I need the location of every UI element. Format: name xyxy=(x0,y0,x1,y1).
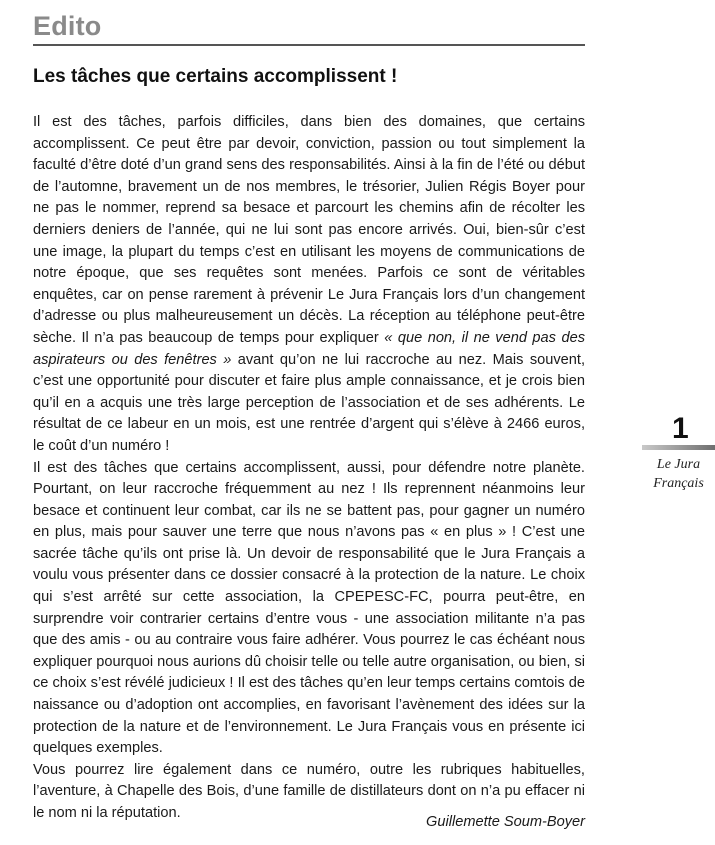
paragraph-planet: Il est des tâches que certains accomplissent, aussi, pour défendre notre planète. Pourtant, on leur raccroche fréquemment au nez ! Ils reprennent néanmoins leur besace et continuent leur combat, car ils ne se battent pas, pour gagner un numéro en plus, mais pour sauver une terre que nous n’avons pas « en plus » ! C’est une sacrée tâche qu’ils ont prise là. Un devoir de responsabilité que le Jura Français a voulu vous présenter dans ce dossier consacré à la protection de la nature. Le choix qui s’est arrêté sur cette association, la CPEPESC-FC, pourra peut-être, en surprendre voir contrarier certains d’entre vous - une association militante n’a pas que des amis - ou au contraire vous faire adhérer. Vous pourrez le cas échéant nous expliquer pourquoi nous aurions dû choisir telle ou telle autre organisation, ou bien, si ce choix s’est révélé judicieux ! Il est des tâches qu’en leur temps certains comtois de naissance ou d’adoption ont accomplies, en favorisant l’avènement des idées sur la protection de la nature et de l’environnement. Le Jura Français vous en présente ici quelques exemples. xyxy=(33,459,585,757)
publication-name-line: Français xyxy=(653,476,704,491)
article-title: Les tâches que certains accomplissent ! xyxy=(33,66,398,87)
section-label: Edito xyxy=(33,11,102,41)
paragraph-issue-contents: Vous pourrez lire également dans ce numéro, outre les rubriques habituelles, l’aventure, à Chapelle des Bois, d’une famille de distillateurs dont on n’a pu effacer ni le nom ni la réputation. xyxy=(33,761,585,821)
publication-name-line: Le Jura xyxy=(656,457,701,472)
article-body xyxy=(33,112,585,825)
quote: « que non, il ne vend pas des aspirateurs ou des fenêtres » xyxy=(33,329,585,368)
paragraph-text: avant qu’on ne lui raccroche au nez. Mais souvent, c’est une opportunité pour discuter et faire plus ample connaissance, et je crois bien qu’il en a acquis une très large perception de l’association et de ses adhérents. Le résultat de ce labeur en un mois, est une rentrée d’argent qui s’élève à 2466 euros, le coût d’un numéro ! xyxy=(33,351,585,454)
paragraph-treasurer xyxy=(33,112,585,458)
paragraph-text: Il est des tâches, parfois difficiles, dans bien des domaines, que certains accomplissent. Ce peut être par devoir, conviction, passion ou tout simplement la faculté d’être doté d’un grand sens des responsabilités. Ainsi à la fin de l’été ou début de l’automne, bravement un de nos membres, le trésorier, Julien Régis Boyer pour ne pas le nommer, reprend sa besace et parcourt les chemins afin de récolter les derniers deniers de l’année, qui ne lui sont pas encore arrivés. Oui, bien-sûr c’est une image, la plupart du temps c’est en utilisant les moyens de communications de notre époque, que ses requêtes sont menées. Parfois ce sont de véritables enquêtes, car on pense rarement à prévenir Le Jura Français lors d’un changement d’adresse ou plus malheureusement un décès. La réception au téléphone peut-être sèche. Il n’a pas beaucoup de temps pour expliquer xyxy=(33,114,585,346)
author-signature: Guillemette Soum-Boyer xyxy=(426,814,585,830)
section-header xyxy=(33,10,585,46)
publication-name xyxy=(642,455,715,493)
page-rule xyxy=(642,445,715,450)
page-number: 1 xyxy=(672,412,689,445)
